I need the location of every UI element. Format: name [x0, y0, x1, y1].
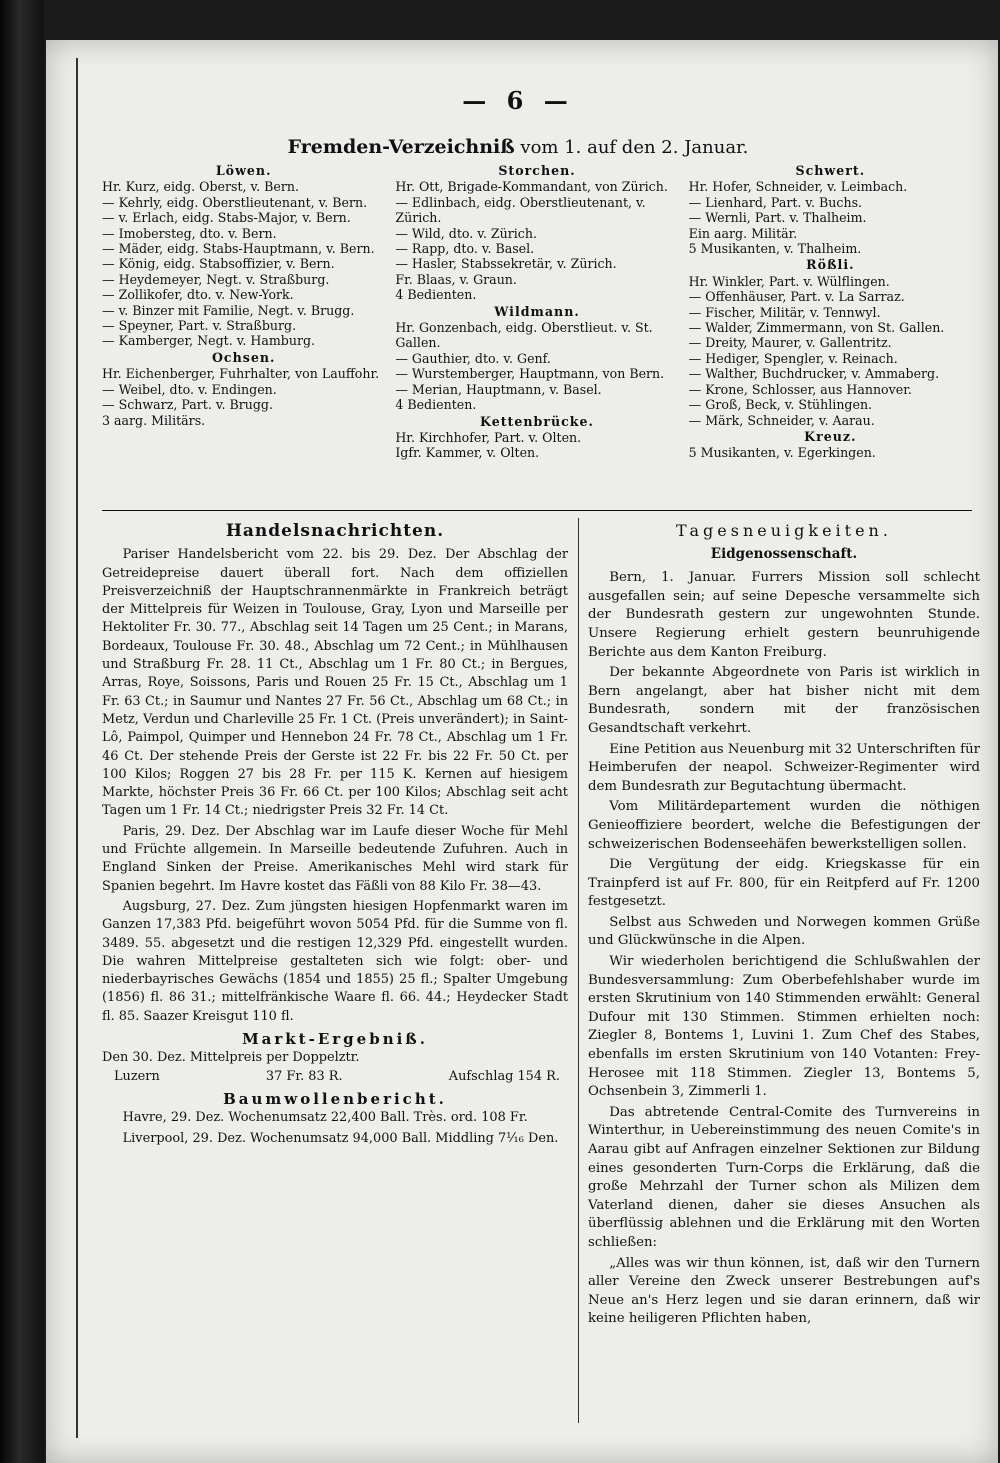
guest-entry: — Walder, Zimmermann, von St. Gallen. [688, 320, 945, 336]
column-divider [578, 518, 579, 1423]
section-divider [102, 510, 972, 511]
hotel-name: Ochsen. [211, 349, 276, 365]
fremden-column [395, 162, 678, 502]
markt-heading: Markt-Ergebniß. [242, 1030, 428, 1049]
markt-change: Aufschlag 154 R. [448, 1068, 560, 1084]
guest-entry: — Groß, Beck, v. Stühlingen. [688, 397, 873, 413]
tages-subheading: Eidgenossenschaft. [710, 545, 858, 562]
hotel-name: Wildmann. [494, 303, 580, 319]
guest-entry: Igfr. Kammer, v. Olten. [395, 445, 540, 461]
guest-entry: — Dreity, Maurer, v. Gallentritz. [688, 335, 892, 351]
guest-entry: 3 aarg. Militärs. [102, 412, 206, 428]
markt-place: Luzern [114, 1068, 160, 1084]
tages-paragraph: Bern, 1. Januar. Furrers Mission soll schlecht ausgefallen sein; auf seine Depesche versammelte sich der Bundesrath gestern zur ungewohnten Stunde. Unsere Regierung erhielt gestern beunruhigende Berichte aus dem Kanton Freiburg. [588, 570, 980, 660]
markt-row [102, 1068, 568, 1086]
tages-column [588, 518, 980, 1331]
guest-entry: Hr. Winkler, Part. v. Wülflingen. [688, 273, 890, 289]
hotel-name: Schwert. [795, 163, 866, 178]
tages-paragraph: „Alles was wir thun können, ist, daß wir den Turnern aller Vereine den Zweck unserer Bestrebungen auf's Neue an's Herz legen und sie daran erinnern, daß wir keine heiligeren Pflichten haben, [588, 1255, 980, 1327]
markt-price: 37 Fr. 83 R. [265, 1068, 343, 1084]
guest-entry: Hr. Gonzenbach, eidg. Oberstlieut. v. St. Gallen. [395, 320, 657, 351]
hotel-name: Löwen. [215, 163, 272, 178]
guest-entry: 5 Musikanten, v. Thalheim. [688, 241, 862, 257]
baumwolle-lines [102, 1109, 568, 1148]
guest-entry: — Walther, Buchdrucker, v. Ammaberg. [688, 366, 940, 382]
baumwolle-heading: Baumwollenbericht. [223, 1089, 447, 1108]
tages-paragraph: Vom Militärdepartement wurden die nöthigen Genieoffiziere beordert, welche die Befestigungen der schweizerischen Bodenseehäfen bewerkstelligen sollen. [588, 799, 980, 852]
guest-entry: — v. Binzer mit Familie, Negt. v. Brugg. [102, 302, 355, 318]
guest-entry: — Heydemeyer, Negt. v. Straßburg. [102, 271, 330, 287]
guest-entry: 4 Bedienten. [395, 397, 477, 413]
tages-paragraph: Das abtretende Central-Comite des Turnvereins in Winterthur, in Uebereinstimmung des neuen Comite's in Aarau gibt auf Anfragen einzelner Sektionen zur Bildung eines gesonderten Turn-Corps die Erklärung, daß die große Mehrzahl der Turner schon als Milizen dem Vaterland dienen, daher sie dieses Ansuchen als überflüssig ablehnen und die Erklärung mit den Worten schließen: [588, 1104, 980, 1250]
guest-entry: — Kehrly, eidg. Oberstlieutenant, v. Bern. [102, 194, 368, 210]
guest-entry: 4 Bedienten. [395, 287, 477, 303]
fremden-title-rest: vom 1. auf den 2. Januar. [514, 137, 749, 158]
tages-paragraph: Eine Petition aus Neuenburg mit 32 Unterschriften für Heimberufen der neapol. Schweizer-Regimenter wird dem Bundesrath zur Begutachtung übermacht. [588, 741, 980, 794]
guest-entry: — Hediger, Spengler, v. Reinach. [688, 350, 898, 366]
hotel-name: Storchen. [498, 163, 576, 178]
guest-entry: — Kamberger, Negt. v. Hamburg. [102, 333, 316, 349]
guest-entry: — v. Erlach, eidg. Stabs-Major, v. Bern. [102, 210, 351, 226]
handel-paragraph: Paris, 29. Dez. Der Abschlag war im Laufe dieser Woche für Mehl und Früchte allgemein. In Marseille bedeutende Zufuhren. Auch in England Sinken der Preise. Amerikanisches Mehl wird stark für Spanien begehrt. Im Havre kostet das Fäßli von 88 Kilo Fr. 38—43. [102, 823, 568, 894]
guest-entry: — Zollikofer, dto. v. New-York. [102, 287, 294, 303]
baumwolle-line: Liverpool, 29. Dez. Wochenumsatz 94,000 Ball. Middling 7⅟₁₆ Den. [122, 1130, 559, 1146]
fremden-title-bold: Fremden-Verzeichniß [287, 136, 515, 158]
guest-entry: — Wild, dto. v. Zürich. [395, 225, 537, 241]
guest-entry: — Rapp, dto. v. Basel. [395, 241, 535, 257]
guest-entry: 5 Musikanten, v. Egerkingen. [688, 445, 876, 461]
guest-entry: — Merian, Hauptmann, v. Basel. [395, 381, 602, 397]
guest-entry: Ein aarg. Militär. [688, 225, 798, 241]
guest-entry: — Wernli, Part. v. Thalheim. [688, 210, 867, 226]
guest-entry: — Schwarz, Part. v. Brugg. [102, 397, 273, 413]
handel-paragraphs [102, 546, 568, 1026]
markt-line: Den 30. Dez. Mittelpreis per Doppelztr. [102, 1050, 360, 1066]
tages-paragraphs [588, 569, 980, 1329]
fremden-column [102, 162, 385, 502]
tages-paragraph: Der bekannte Abgeordnete von Paris ist wirklich in Bern angelangt, aber hat bisher nicht mit dem Bundesrath, sondern mit der französischen Gesandtschaft verkehrt. [588, 665, 980, 736]
handel-column [102, 518, 568, 1150]
guest-entry: Hr. Kirchhofer, Part. v. Olten. [395, 429, 582, 445]
guest-entry: — Wurstemberger, Hauptmann, von Bern. [395, 366, 665, 382]
hotel-name: Kettenbrücke. [480, 413, 594, 429]
guest-entry: — Märk, Schneider, v. Aarau. [688, 412, 875, 428]
guest-entry: Hr. Hofer, Schneider, v. Leimbach. [688, 179, 908, 195]
guest-entry: — Speyner, Part. v. Straßburg. [102, 318, 297, 334]
tages-paragraph: Wir wiederholen berichtigend die Schlußwahlen der Bundesversammlung: Zum Oberbefehlshaber wurde im ersten Skrutinium von 140 Stimmenden erwählt: General Dufour mit 130 Stimmen. Stimmen erhielten noch: Ziegler 8, Bontems 1, Luvini 1. Zum Chef des Stabes, ebenfalls im ersten Skrutinium von 140 Votanten: Frey-Herosee mit 118 Stimmen. Ziegler 13, Bontems 5, Ochsenbein 3, Zimmerli 1. [588, 954, 980, 1100]
guest-entry: Hr. Eichenberger, Fuhrhalter, von Lauffohr. [102, 366, 380, 382]
book-binding [0, 0, 44, 1463]
newspaper-page [46, 40, 998, 1463]
handel-paragraph: Augsburg, 27. Dez. Zum jüngsten hiesigen Hopfenmarkt waren im Ganzen 17,383 Pfd. beigeführt wovon 5054 Pfd. für die Summe von fl. 3489. 55. abgesetzt und die restigen 12,329 Pfd. eingestellt wurden. Die wahren Mittelpreise gestalteten sich wie folgt: ober- und niederbayrisches Gewächs (1854 und 1855) 25 fl.; Spalter Umgebung (1856) fl. 86 31.; mittelfränkische Waare fl. 66. 44.; Heydecker Stadt fl. 85. Saazer Kreisgut 110 fl. [102, 898, 568, 1024]
guest-entry: — Imobersteg, dto. v. Bern. [102, 225, 277, 241]
fremden-column [689, 162, 972, 502]
guest-entry: — Lienhard, Part. v. Buchs. [688, 194, 863, 210]
tages-paragraph: Selbst aus Schweden und Norwegen kommen Grüße und Glückwünsche in die Alpen. [588, 914, 980, 949]
handel-heading: Handelsnachrichten. [225, 521, 445, 541]
guest-entry: — Gauthier, dto. v. Genf. [395, 350, 551, 366]
guest-entry: Hr. Kurz, eidg. Oberst, v. Bern. [102, 179, 299, 195]
guest-entry: — Krone, Schlosser, aus Hannover. [688, 381, 912, 397]
page-number: — 6 — [462, 86, 574, 115]
guest-entry: Hr. Ott, Brigade-Kommandant, von Zürich. [395, 179, 668, 195]
page-frame [76, 58, 980, 1438]
guest-entry: — Fischer, Militär, v. Tennwyl. [688, 304, 881, 320]
guest-entry: — Mäder, eidg. Stabs-Hauptmann, v. Bern. [102, 241, 375, 257]
guest-entry: — Hasler, Stabssekretär, v. Zürich. [395, 256, 617, 272]
tages-paragraph: Die Vergütung der eidg. Kriegskasse für ein Trainpferd ist auf Fr. 800, für ein Reitpferd auf Fr. 1200 festgesetzt. [588, 857, 980, 910]
guest-entry: — Edlinbach, eidg. Oberstlieutenant, v. Zürich. [395, 194, 650, 226]
hotel-name: Rößli. [806, 257, 855, 273]
fremden-title [78, 136, 958, 158]
guest-entry: — Weibel, dto. v. Endingen. [102, 381, 277, 397]
handel-paragraph: Pariser Handelsbericht vom 22. bis 29. Dez. Der Abschlag der Getreidepreise dauert überall fort. Nach dem offiziellen Preisverzeichniß der Hauptschrannenmärkte in Frankreich beträgt der Mittelpreis für Weizen in Toulouse, Gray, Lyon und Marseille per Hektoliter Fr. 30. 77., Abschlag seit 14 Tagen um 25 Cent.; in Marans, Bordeaux, Toulouse Fr. 30. 48., Abschlag um 72 Cent.; in Mühlhausen und Straßburg Fr. 28. 11 Ct., Abschlag um 1 Fr. 80 Ct.; in Bergues, Arras, Roye, Soissons, Paris und Rouen 25 Fr. 15 Ct., Abschlag um 1 Fr. 63 Ct.; in Saumur und Nantes 27 Fr. 56 Ct., Abschlag um 68 Ct.; in Metz, Verdun und Charleville 25 Fr. 1 Ct. (Preis unverändert); in Saint-Lô, Paimpol, Quimper und Hennebon 24 Fr. 78 Ct., Abschlag um 1 Fr. 46 Ct. Der stehende Preis der Gerste ist 22 Fr. bis 22 Fr. 50 Ct. per 100 Kilos; Roggen 27 bis 28 Fr. per 115 K. Kernen auf hiesigem Markte, höchster Preis 36 Fr. 66 Ct. per 100 Kilos; Abschlag seit acht Tagen um 1 Fr. 14 Ct.; niedrigster Preis 32 Fr. 14 Ct. [102, 547, 568, 819]
baumwolle-line: Havre, 29. Dez. Wochenumsatz 22,400 Ball. Très. ord. 108 Fr. [122, 1110, 528, 1126]
hotel-name: Kreuz. [804, 428, 857, 444]
guest-entry: Fr. Blaas, v. Graun. [395, 271, 517, 287]
guest-entry: — König, eidg. Stabsoffizier, v. Bern. [102, 256, 335, 272]
guest-entry: — Offenhäuser, Part. v. La Sarraz. [688, 289, 905, 305]
fremden-columns [102, 162, 972, 502]
tages-heading: Tagesneuigkeiten. [676, 521, 892, 540]
